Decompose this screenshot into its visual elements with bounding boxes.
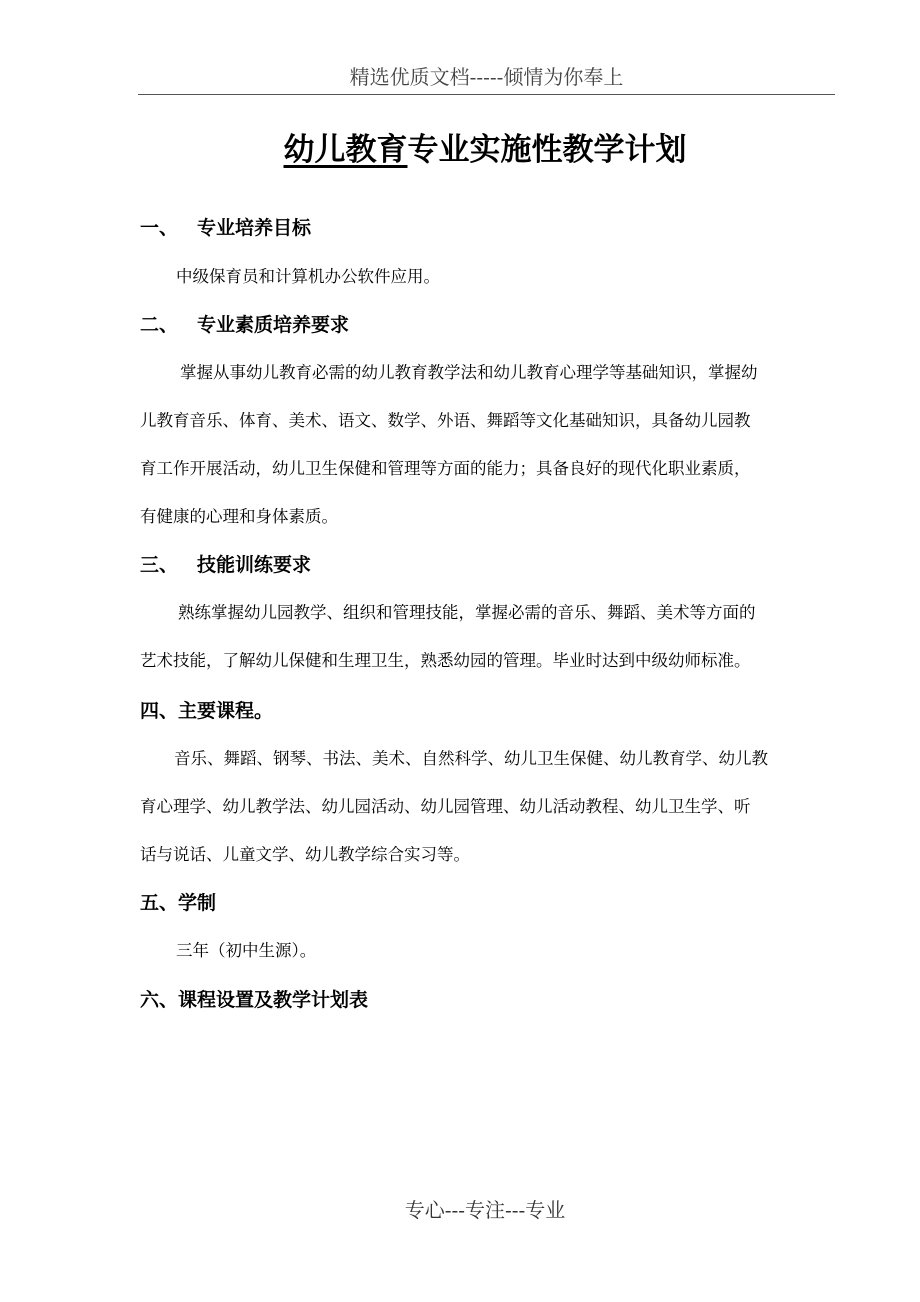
paragraph-line: 育工作开展活动，幼儿卫生保健和管理等方面的能力；具备良好的现代化职业素质， bbox=[140, 459, 751, 478]
section-title: 专业素质培养要求 bbox=[197, 314, 350, 336]
paragraph-line: 艺术技能，了解幼儿保健和生理卫生，熟悉幼园的管理。毕业时达到中级幼师标准。 bbox=[140, 651, 751, 670]
section-number: 五、 bbox=[140, 892, 179, 914]
document-title bbox=[0, 128, 920, 172]
paragraph-line: 有健康的心理和身体素质。 bbox=[140, 507, 338, 526]
section-title: 专业培养目标 bbox=[197, 217, 312, 239]
paragraph-line: 育心理学、幼儿教学法、幼儿园活动、幼儿园管理、幼儿活动教程、幼儿卫生学、听 bbox=[140, 797, 751, 816]
section-heading-4 bbox=[140, 697, 273, 725]
section-heading-3 bbox=[140, 551, 311, 579]
section-heading-2 bbox=[140, 311, 349, 339]
section-heading-5 bbox=[140, 889, 216, 917]
section-title: 课程设置及教学计划表 bbox=[178, 989, 369, 1011]
section-4-body bbox=[140, 735, 840, 879]
section-number: 四、 bbox=[140, 700, 179, 722]
page-footer: 专心---专注---专业 bbox=[404, 1198, 566, 1222]
paragraph-line: 熟练掌握幼儿园教学、组织和管理技能，掌握必需的音乐、舞蹈、美术等方面的 bbox=[178, 603, 756, 622]
section-number: 一、 bbox=[140, 217, 179, 239]
title-underlined-part: 幼儿教育 bbox=[283, 132, 408, 168]
section-2-body bbox=[140, 349, 840, 541]
section-3-body bbox=[140, 589, 840, 685]
section-number: 三、 bbox=[140, 554, 179, 576]
section-number: 六、 bbox=[140, 989, 179, 1011]
paragraph-line: 话与说话、儿童文学、幼儿教学综合实习等。 bbox=[140, 845, 470, 864]
section-title: 学制 bbox=[178, 892, 217, 914]
section-heading-1 bbox=[140, 214, 311, 242]
section-heading-6 bbox=[140, 986, 368, 1014]
paragraph-line: 三年（初中生源）。 bbox=[176, 941, 317, 960]
section-5-body bbox=[140, 927, 840, 975]
paragraph-line: 中级保育员和计算机办公软件应用。 bbox=[176, 267, 440, 286]
title-rest: 专业实施性教学计划 bbox=[407, 132, 687, 168]
paragraph-line: 儿教育音乐、体育、美术、语文、数学、外语、舞蹈等文化基础知识，具备幼儿园教 bbox=[140, 411, 751, 430]
section-title: 技能训练要求 bbox=[197, 554, 312, 576]
paragraph-line: 音乐、舞蹈、钢琴、书法、美术、自然科学、幼儿卫生保健、幼儿教育学、幼儿教 bbox=[174, 749, 768, 768]
paragraph-line: 掌握从事幼儿教育必需的幼儿教育教学法和幼儿教育心理学等基础知识，掌握幼 bbox=[180, 363, 758, 382]
section-number: 二、 bbox=[140, 314, 179, 336]
section-1-body bbox=[140, 253, 840, 301]
page-header: 精选优质文档-----倾情为你奉上 bbox=[138, 60, 835, 95]
section-title: 主要课程。 bbox=[178, 700, 274, 722]
